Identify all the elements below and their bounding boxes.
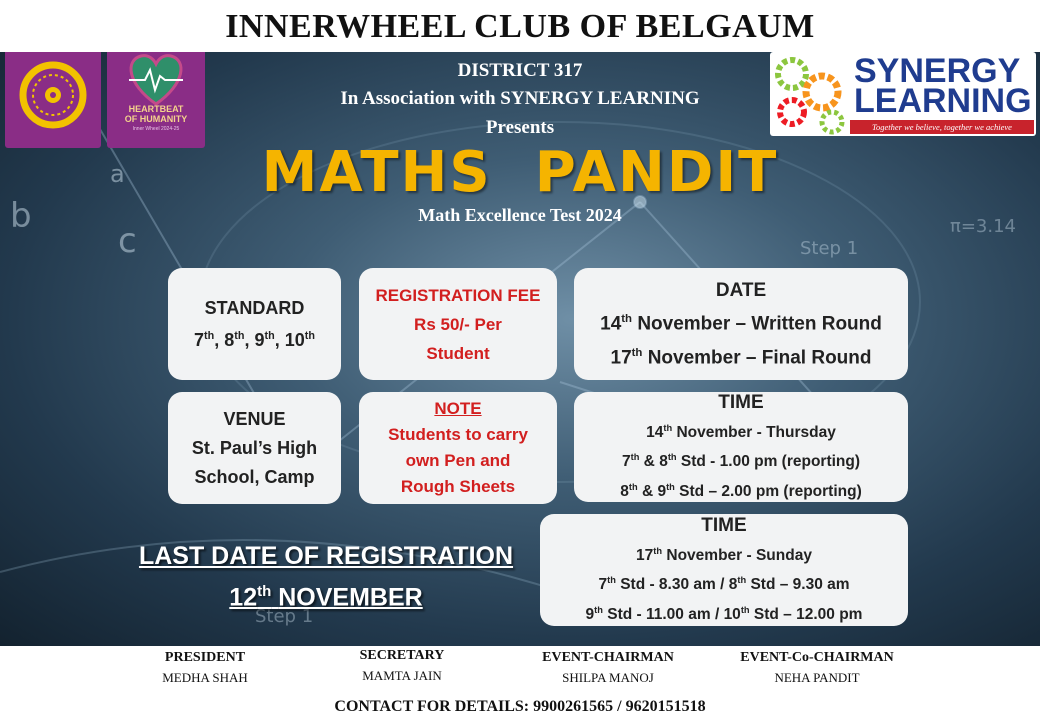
event-title: MATHS PANDIT xyxy=(261,140,779,205)
association: In Association with SYNERGY LEARNING xyxy=(340,88,700,109)
date-final-round: 17th November – Final Round xyxy=(610,346,872,368)
registration-fee-card xyxy=(359,268,557,380)
presents: Presents xyxy=(485,117,555,138)
venue-title: VENUE xyxy=(223,408,286,429)
learning-word: LEARNING xyxy=(854,82,1032,120)
math-glyph-c: c xyxy=(118,221,137,261)
heartbeat-sub: Inner Wheel 2024-25 xyxy=(132,126,180,132)
time2-day: 17th November - Sunday xyxy=(636,546,812,565)
math-glyph-step1-low: Step 1 xyxy=(255,606,314,627)
time-card-final xyxy=(540,514,908,626)
header-bar xyxy=(0,0,1040,52)
fee-title: REGISTRATION FEE xyxy=(375,285,541,305)
math-glyph-step1: Step 1 xyxy=(800,238,859,259)
math-glyph-b: b xyxy=(10,196,32,236)
venue-card xyxy=(168,392,341,504)
time2-row2: 9th Std - 11.00 am / 10th Std – 12.00 pm xyxy=(585,604,863,623)
synergy-tagline: Together we believe, together we achieve xyxy=(850,120,1034,134)
math-glyph-a: a xyxy=(110,160,125,188)
date-card xyxy=(574,268,908,380)
note-line2: own Pen and xyxy=(405,451,511,470)
heartbeat-line1: HEARTBEAT xyxy=(128,104,184,114)
fee-line2: Student xyxy=(426,343,490,363)
synergy-word: SYNERGY xyxy=(854,52,1021,90)
venue-line1: St. Paul’s High xyxy=(191,437,318,458)
standard-values: 7th, 8th, 9th, 10th xyxy=(194,330,315,350)
subtitle: Math Excellence Test 2024 xyxy=(418,205,622,225)
officer-event-co-chairman: EVENT-Co-CHAIRMAN NEHA PANDIT xyxy=(740,650,894,685)
standard-card xyxy=(168,268,341,380)
officer-secretary: SECRETARY MAMTA JAIN xyxy=(359,648,445,683)
note-card xyxy=(359,392,557,504)
club-title: INNERWHEEL CLUB OF BELGAUM xyxy=(225,8,815,45)
last-date-of-registration xyxy=(126,538,526,615)
date-written-round: 14th November – Written Round xyxy=(600,313,882,335)
officer-event-chairman: EVENT-CHAIRMAN SHILPA MANOJ xyxy=(542,650,674,685)
note-line1: Students to carry xyxy=(388,425,528,444)
contact-details: CONTACT FOR DETAILS: 9900261565 / 9620151518 xyxy=(334,698,706,715)
date-title: DATE xyxy=(715,280,767,302)
note-title: NOTE xyxy=(434,399,482,418)
district: DISTRICT 317 xyxy=(457,60,583,81)
time2-title: TIME xyxy=(701,515,747,537)
note-line3: Rough Sheets xyxy=(400,477,516,496)
time1-day: 14th November - Thursday xyxy=(646,423,836,442)
time1-row2: 8th & 9th Std – 2.00 pm (reporting) xyxy=(620,481,862,500)
officer-president: PRESIDENT MEDHA SHAH xyxy=(162,650,248,685)
time1-row1: 7th & 8th Std - 1.00 pm (reporting) xyxy=(621,452,861,471)
last-date-line2: 12th NOVEMBER xyxy=(229,583,423,612)
venue-line2: School, Camp xyxy=(194,466,315,487)
heartbeat-line2: OF HUMANITY xyxy=(124,114,188,124)
last-date-line1: LAST DATE OF REGISTRATION xyxy=(138,542,514,570)
time-card-written xyxy=(574,392,908,502)
time1-title: TIME xyxy=(718,392,764,414)
math-glyph-pi: π=3.14 xyxy=(950,216,1016,237)
fee-line1: Rs 50/- Per xyxy=(414,314,502,334)
time2-row1: 7th Std - 8.30 am / 8th Std – 9.30 am xyxy=(598,575,850,594)
standard-title: STANDARD xyxy=(204,298,305,318)
